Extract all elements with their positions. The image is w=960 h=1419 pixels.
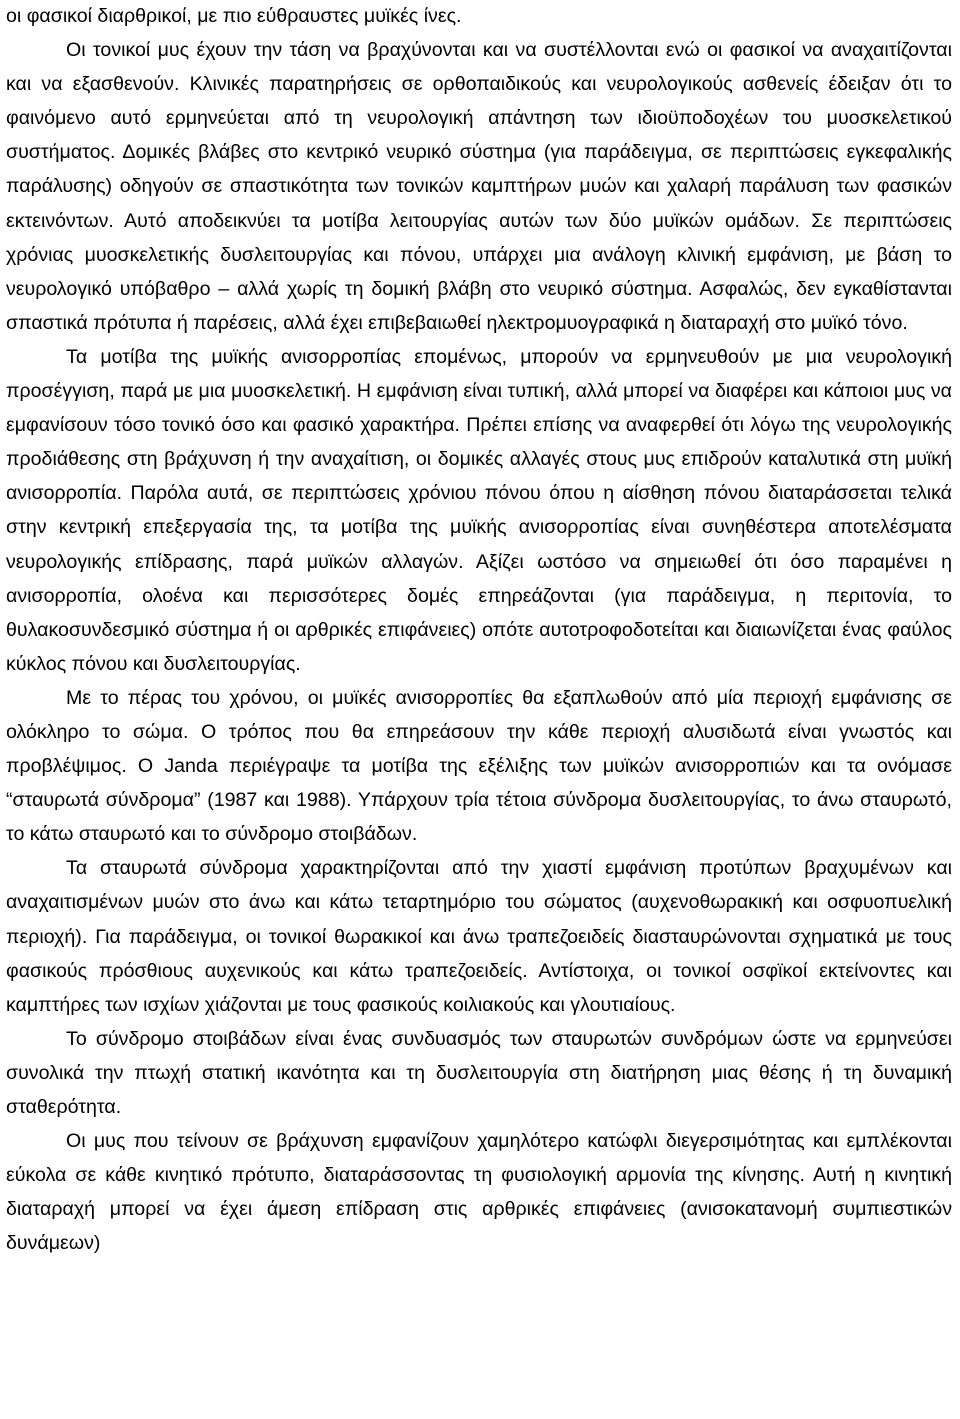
document-page bbox=[6, 0, 952, 1260]
paragraph-1: οι φασικοί διαρθρικοί, με πιο εύθραυστες μυϊκές ίνες. bbox=[6, 5, 462, 27]
paragraph-6: Το σύνδρομο στοιβάδων είναι ένας συνδυασμός των σταυρωτών συνδρόμων ώστε να ερμηνεύσει συνολικά την πτωχή στατική ικανότητα και τη δυσλειτουργία στη διατήρηση μιας θέσης ή τη δυναμική σταθερότητα. bbox=[6, 1027, 952, 1118]
paragraph-5: Τα σταυρωτά σύνδρομα χαρακτηρίζονται από την χιαστί εμφάνιση προτύπων βραχυμένων και αναχαιτισμένων μυών στο άνω και κάτω τεταρτημόριο του σώματος (αυχενοθωρακική και οσφυοπυελική περιοχή). Για παράδειγμα, οι τονικοί θωρακικοί και άνω τραπεζοειδείς διασταυρώνονται σχηματικά με τους φασικούς πρόσθιους αυχενικούς και κάτω τραπεζοειδείς. Αντίστοιχα, οι τονικοί οσφϊκοί εκτείνοντες και καμπτήρες των ισχίων χιάζονται με τους φασικούς κοιλιακούς και γλουτιαίους. bbox=[6, 857, 952, 1016]
paragraph-3: Τα μοτίβα της μυϊκής ανισορροπίας επομένως, μπορούν να ερμηνευθούν με μια νευρολογική προσέγγιση, παρά με μια μυοσκελετική. Η εμφάνιση είναι τυπική, αλλά μπορεί να διαφέρει και κάποιοι μυς να εμφανίσουν τόσο τονικό όσο και φασικό χαρακτήρα. Πρέπει επίσης να αναφερθεί ότι λόγω της νευρολογικής προδιάθεσης στη βράχυνση ή την αναχαίτιση, οι δομικές αλλαγές στους μυς επιδρούν καταλυτικά στη μυϊκή ανισορροπία. Παρόλα αυτά, σε περιπτώσεις χρόνιου πόνου όπου η αίσθηση πόνου διαταράσσεται τελικά στην κεντρική επεξεργασία της, τα μοτίβα της μυϊκής ανισορροπίας είναι συνηθέστερα αποτελέσματα νευρολογικής επίδρασης, παρά μυϊκών αλλαγών. Αξίζει ωστόσο να σημειωθεί ότι όσο παραμένει η ανισορροπία, ολοένα και περισσότερες δομές επηρεάζονται (για παράδειγμα, η περιτονία, το θυλακοσυνδεσμικό σύστημα ή οι αρθρικές επιφάνειες) οπότε αυτοτροφοδοτείται και διαιωνίζεται ένας φαύλος κύκλος πόνου και δυσλειτουργίας. bbox=[6, 345, 952, 675]
paragraph-2: Οι τονικοί μυς έχουν την τάση να βραχύνονται και να συστέλλονται ενώ οι φασικοί να αναχαιτίζονται και να εξασθενούν. Κλινικές παρατηρήσεις σε ορθοπαιδικούς και νευρολογικούς ασθενείς έδειξαν ότι το φαινόμενο αυτό ερμηνεύεται από τη νευρολογική απάντηση των ιδιοϋποδοχέων του μυοσκελετικού συστήματος. Δομικές βλάβες στο κεντρικό νευρικό σύστημα (για παράδειγμα, σε περιπτώσεις εγκεφαλικής παράλυσης) οδηγούν σε σπαστικότητα των τονικών καμπτήρων μυών και χαλαρή παράλυση των φασικών εκτεινόντων. Αυτό αποδεικνύει τα μοτίβα λειτουργίας αυτών των δύο μυϊκών ομάδων. Σε περιπτώσεις χρόνιας μυοσκελετικής δυσλειτουργίας και πόνου, υπάρχει μια ανάλογη κλινική εμφάνιση, με βάση το νευρολογικό υπόβαθρο – αλλά χωρίς τη δομική βλάβη στο νευρικό σύστημα. Ασφαλώς, δεν εγκαθίστανται σπαστικά πρότυπα ή παρέσεις, αλλά έχει επιβεβαιωθεί ηλεκτρομυογραφικά η διαταραχή στο μυϊκό τόνο. bbox=[6, 39, 952, 334]
paragraph-7: Οι μυς που τείνουν σε βράχυνση εμφανίζουν χαμηλότερο κατώφλι διεγερσιμότητας και εμπλέκονται εύκολα σε κάθε κινητικό πρότυπο, διαταράσσοντας τη φυσιολογική αρμονία της κίνησης. Αυτή η κινητική διαταραχή μπορεί να έχει άμεση επίδραση στις αρθρικές επιφάνειες (ανισοκατανομή συμπιεστικών δυνάμεων) bbox=[6, 1130, 952, 1255]
paragraph-4: Με το πέρας του χρόνου, οι μυϊκές ανισορροπίες θα εξαπλωθούν από μία περιοχή εμφάνισης σε ολόκληρο το σώμα. Ο τρόπος που θα επηρεάσουν την κάθε περιοχή αλυσιδωτά είναι γνωστός και προβλέψιμος. Ο Janda περιέγραψε τα μοτίβα της εξέλιξης των μυϊκών ανισορροπιών και τα ονόμασε “σταυρωτά σύνδρομα” (1987 και 1988). Υπάρχουν τρία τέτοια σύνδρομα δυσλειτουργίας, το άνω σταυρωτό, το κάτω σταυρωτό και το σύνδρομο στοιβάδων. bbox=[6, 686, 952, 846]
